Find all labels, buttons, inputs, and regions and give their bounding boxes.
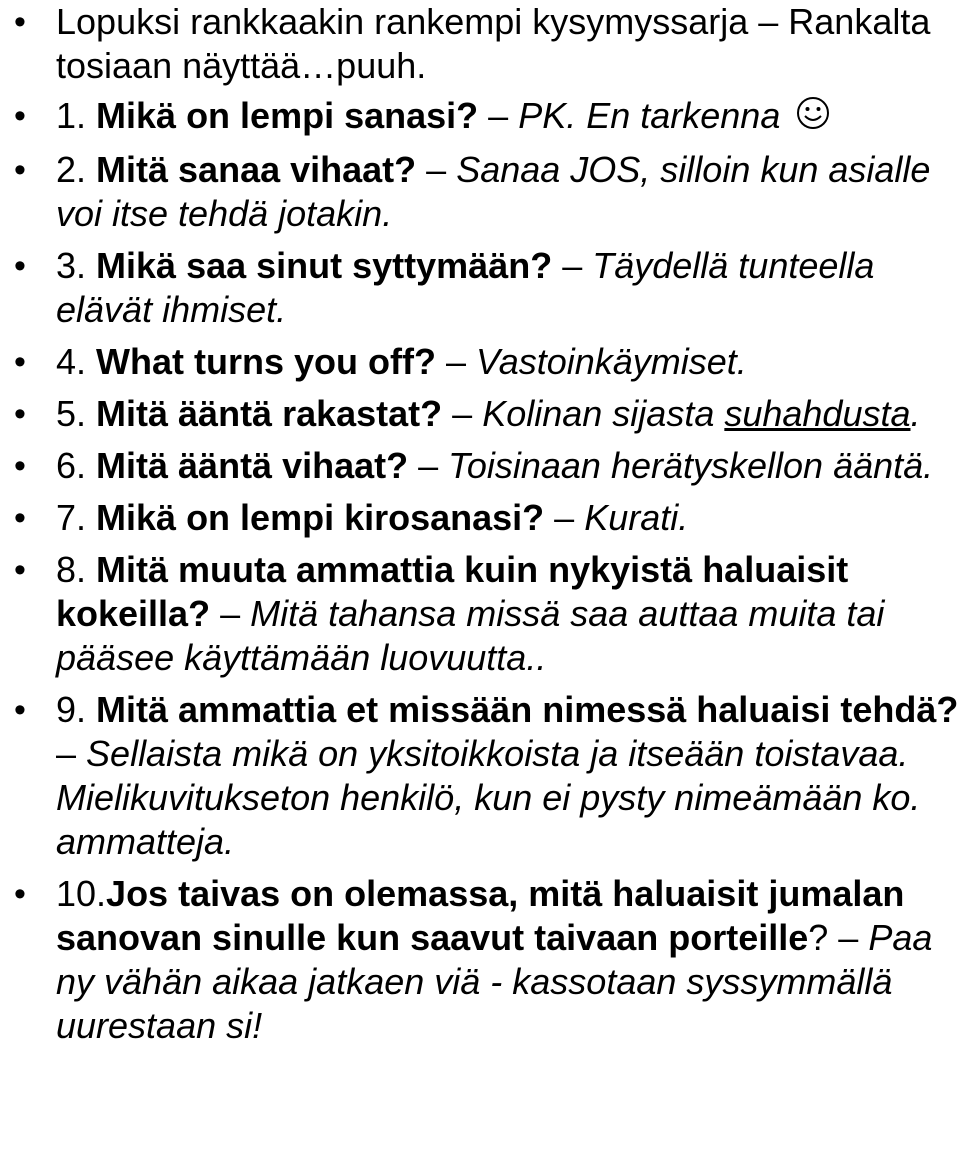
list-item-2 [0,148,960,236]
list-item-10 [0,872,960,1048]
answer-text: Kurati. [584,497,689,538]
question-text: Mitä ammattia et missään nimessä haluaisi tehdä? [96,689,959,730]
separator: – [552,245,593,286]
separator: – [56,733,87,774]
bullet: • [14,247,26,285]
answer-text: PK. En tarkenna [518,95,781,136]
bullet: • [14,395,26,433]
answer-text: Vastoinkäymiset. [476,341,747,382]
separator: – [435,341,477,382]
answer-text: Sellaista mikä on yksitoikkoista ja itseään toistavaa. Mielikuvitukseton henkilö, kun ei pysty nimeämään ko. ammatteja. [56,733,921,862]
item-number: 3. [56,245,97,286]
question-text: Mikä saa sinut syttymään? [96,245,553,286]
list-item-4 [0,340,960,384]
list-item-5 [0,392,960,436]
list-item-1 [0,94,960,140]
question-mark: ? [808,917,829,958]
bullet: • [14,3,26,41]
list-item-9 [0,688,960,864]
answer-text: Sanaa JOS, silloin kun asialle voi itse tehdä jotakin. [56,149,931,234]
question-text: Mitä sanaa vihaat? [96,149,417,190]
item-number: 8. [56,549,97,590]
item-number: 9. [56,689,97,730]
separator: – [210,593,251,634]
smiley-face-icon [796,96,830,140]
separator: – [408,445,449,486]
separator: – [442,393,483,434]
list-item-7 [0,496,960,540]
question-text: Jos taivas on olemassa, mitä haluaisit jumalan sanovan sinulle kun saavut taivaan porteille [56,873,905,958]
question-text: Mikä on lempi kirosanasi? [96,497,545,538]
item-number: 6. [56,445,97,486]
bullet: • [14,447,26,485]
separator: – [544,497,585,538]
item-number: 1. [56,95,97,136]
bullet: • [14,691,26,729]
question-text: Mitä ääntä rakastat? [96,393,443,434]
intro-text: Lopuksi rankkaakin rankempi kysymyssarja – Rankalta tosiaan näyttää…puuh. [56,1,931,86]
answer-tail: . [910,393,921,434]
answer-text: Täydellä tunteella elävät ihmiset. [56,245,875,330]
bullet: • [14,551,26,589]
answer-text: Paa ny vähän aikaa jatkaen viä - kassotaan syssymmällä uurestaan si! [56,917,933,1046]
item-number: 7. [56,497,97,538]
list-item-6 [0,444,960,488]
list-item-intro [0,0,960,88]
bullet: • [14,97,26,135]
answer-text: Kolinan sijasta [482,393,725,434]
item-number: 2. [56,149,97,190]
separator: – [478,95,519,136]
question-text: Mitä ääntä vihaat? [96,445,409,486]
answer-underlined: suhahdusta [724,393,911,434]
bullet: • [14,151,26,189]
list-item-3 [0,244,960,332]
question-text: What turns you off? [96,341,436,382]
bullet: • [14,499,26,537]
question-text: Mikä on lempi sanasi? [96,95,479,136]
item-number: 4. [56,341,97,382]
item-number: 5. [56,393,97,434]
answer-text: Mitä tahansa missä saa auttaa muita tai pääsee käyttämään luovuutta.. [56,593,885,678]
bullet: • [14,343,26,381]
separator: – [828,917,869,958]
question-text: Mitä muuta ammattia kuin nykyistä haluaisit kokeilla? [56,549,849,634]
separator: – [416,149,457,190]
item-number: 10. [56,873,107,914]
bullet: • [14,875,26,913]
list-item-8 [0,548,960,680]
answer-text: Toisinaan herätyskellon ääntä. [448,445,934,486]
